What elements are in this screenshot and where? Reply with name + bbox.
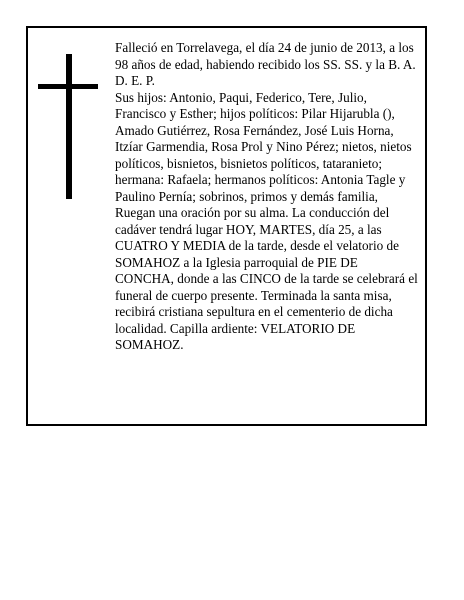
cross-horizontal-bar bbox=[38, 84, 98, 89]
cross-icon bbox=[38, 54, 98, 199]
cross-vertical-bar bbox=[66, 54, 72, 199]
notice-body: Sus hijos: Antonio, Paqui, Federico, Tere, Julio, Francisco y Esther; hijos políticos: Pilar Hijarubla (), Amado Gutiérrez, Rosa Fernández, José Luis Horna, Itzíar Garmendia, Rosa Prol y Nino Pérez; nietos, nietos políticos, bisnietos, bisnietos políticos, tataranieto; hermana: Rafaela; hermanos políticos: Antonia Tagle y Paulino Pernía; sobrinos, primos y demás familia, Ruegan una oración por su alma. La conducción del cadáver tendrá lugar HOY, MARTES, día 25, a las CUATRO Y MEDIA de la tarde, desde el velatorio de SOMAHOZ a la Iglesia parroquial de PIE DE CONCHA, donde a las CINCO de la tarde se celebrará el funeral de cuerpo presente. Terminada la santa misa, recibirá cristiana sepultura en el cementerio de dicha localidad. Capilla ardiente: VELATORIO DE SOMAHOZ. bbox=[115, 89, 418, 352]
notice-text bbox=[115, 40, 419, 354]
notice-rip: D. E. P. bbox=[115, 73, 155, 88]
obituary-notice bbox=[26, 26, 427, 426]
notice-opening: Falleció en Torrelavega, el día 24 de junio de 2013, a los 98 años de edad, habiendo recibido los SS. SS. y la B. A. bbox=[115, 40, 416, 72]
